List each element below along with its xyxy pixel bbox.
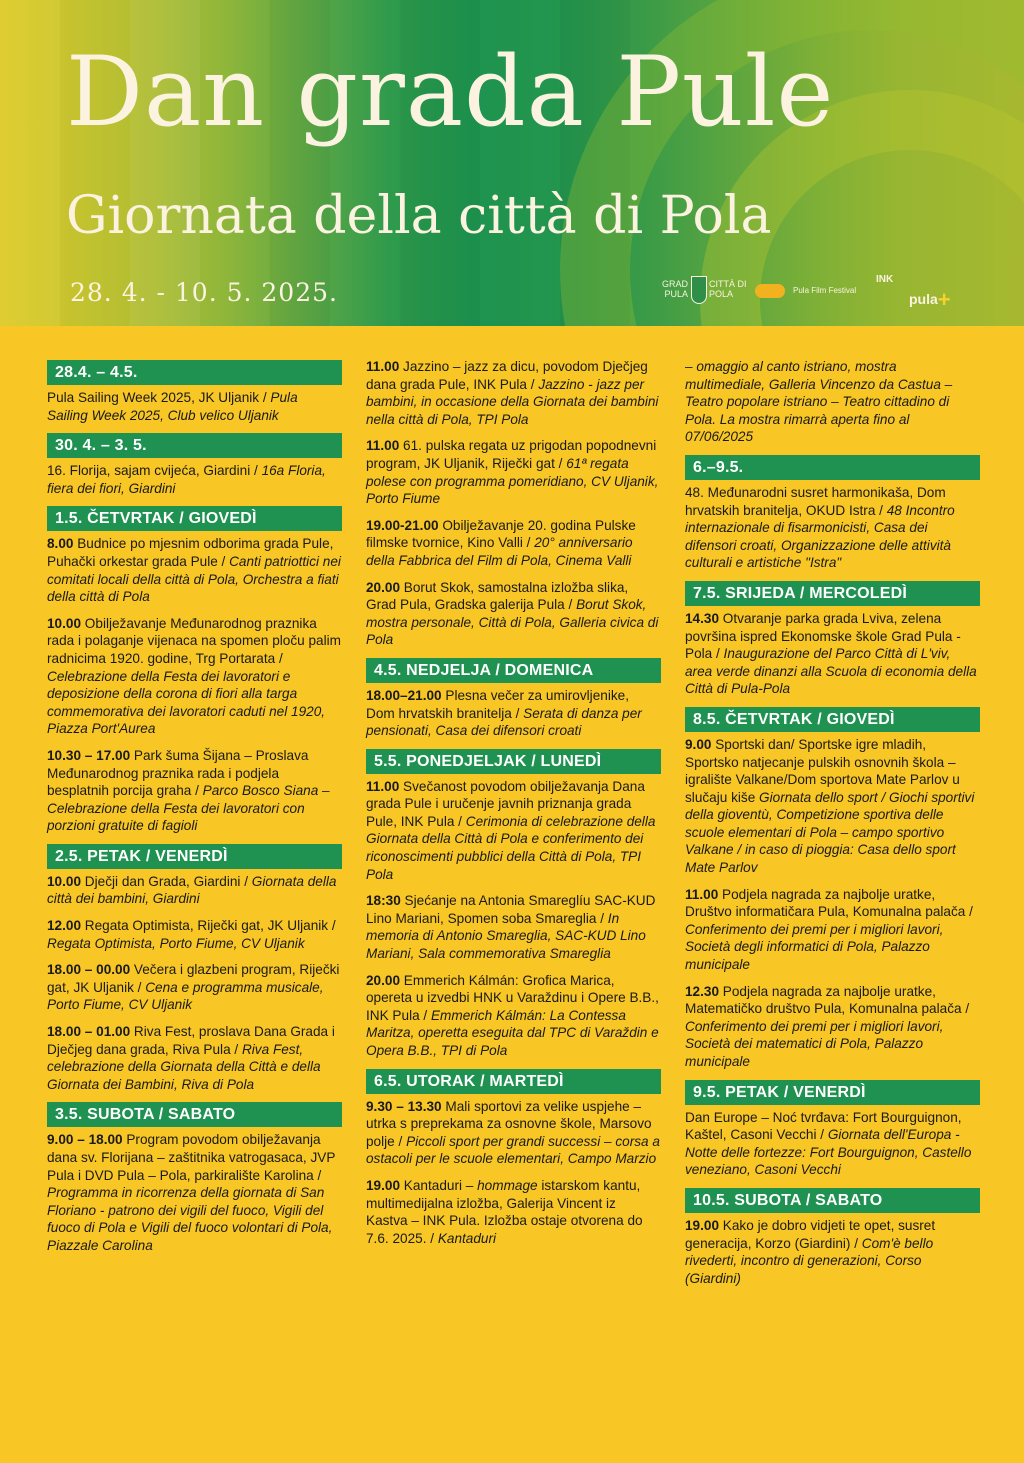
day-header: 5.5. PONEDJELJAK / LUNEDÌ (366, 749, 661, 774)
event-text-hr: Večera i glazbeni program, Riječki gat, JK Uljanik / (47, 962, 340, 995)
event-item (366, 437, 661, 507)
event-text-hr: Svečanost povodom obilježavanja Dana grada Pule i uručenje javnih priznanja grada Pule, INK Pula / (366, 778, 645, 829)
event-time: 18.00 – 01.00 (47, 1024, 131, 1040)
day-header: 6.5. UTORAK / MARTEDÌ (366, 1069, 661, 1094)
event-text-it: Piccoli sport per grandi successi – corsa a ostacoli per le scuole elementari, Campo Marzio (366, 1133, 660, 1167)
plus-icon: + (937, 287, 951, 312)
day-header: 2.5. PETAK / VENERDÌ (47, 844, 342, 869)
event-item (47, 747, 342, 835)
event-item (47, 462, 342, 497)
event-text-hr: Kako je dobro vidjeti te opet, susret generacija, Korzo (Giardini) / (685, 1217, 936, 1251)
event-item (366, 1177, 661, 1247)
event-item (366, 892, 661, 962)
event-text-it: Jazzino - jazz per bambini, in occasione della Giornata dei bambini nella città di Pola, TPI Pola (366, 376, 659, 427)
city-logo-name-it: POLA (709, 289, 734, 299)
event-item (366, 778, 661, 884)
event-text-it: Celebrazione della Festa dei lavoratori e deposizione della corona di fiori alla targa commemorativa dei lavoratori caduti nel 1920, Piazza Port'Aurea (47, 668, 326, 737)
event-text-it: Inaugurazione del Parco Città di L'viv, area verde dinanzi alla Scuola di economia della Città di Pula-Pola (685, 646, 977, 697)
event-text-it: Com'è bello rivederti, incontro di generazioni, Corso (Giardini) (685, 1235, 934, 1286)
day-header: 6.–9.5. (685, 455, 980, 480)
event-text-hr: 48. Međunarodni susret harmonikaša, Dom hrvatskih branitelja, OKUD Istra / (685, 484, 946, 518)
event-text-it: Emmerich Kálmán: La Contessa Maritza, operetta eseguita dal TPC di Varaždin e Opera B.B., TPI di Pola (366, 1007, 659, 1058)
event-item (366, 358, 661, 428)
day-header: 1.5. ČETVRTAK / GIOVEDÌ (47, 506, 342, 531)
event-text-hr: Borut Skok, samostalna izložba slika, Grad Pula, Gradska galerija Pula / (366, 579, 629, 613)
event-time: 10.00 (47, 873, 82, 889)
event-text-it: Regata Optimista, Porto Fiume, CV Uljanik (47, 935, 305, 951)
event-time: 10.00 (47, 615, 82, 631)
page-title: Dan grada Pule (66, 36, 835, 148)
event-item (685, 358, 980, 446)
pula-film-festival-logo (755, 282, 875, 302)
event-time: 9.00 (685, 736, 712, 752)
event-time: 20.00 (366, 579, 401, 595)
city-coat-of-arms-icon (691, 276, 707, 304)
event-text-hr: Mali sportovi za velike uspjehe – utrka s preprekama za osnovne škole, Marsovo polje / (366, 1098, 652, 1149)
event-item (685, 983, 980, 1071)
pula-plus-logo (909, 284, 951, 310)
event-text-hr: 61. pulska regata uz prigodan popodnevni program, JK Uljanik, Riječki gat / (366, 438, 657, 471)
event-text-hr: Plesna večer za umirovljenike, Dom hrvatskih branitelja / (366, 687, 629, 721)
event-text-it: Riva Fest, celebrazione della Giornata della Città e della Giornata dei Bambini, Riva di Pola (47, 1041, 321, 1092)
event-text-hr: Dan Europe – Noć tvrđava: Fort Bourguignon, Kaštel, Casoni Vecchi / (685, 1109, 962, 1143)
event-item (366, 1098, 661, 1168)
event-text-it: Canti patriottici nei comitati locali della città di Pola, Orchestra a fiati della città di Pola (47, 553, 341, 605)
event-item (47, 917, 342, 952)
event-item (47, 535, 342, 605)
event-text-it: 20° anniversario della Fabbrica del Film di Pola, Cinema Valli (366, 535, 633, 568)
event-text-it: 48 Incontro internazionale di fisarmonicisti, Casa dei difensori croati, Organizzazione delle attività culturali e artistiche "Istra" (685, 502, 955, 571)
event-item (47, 873, 342, 908)
event-text-hr: Obilježavanje Međunarodnog praznika rada i polaganje vijenaca na spomen ploču palim radnicima 1920. godine, Trg Portarata / (47, 615, 341, 666)
day-header: 4.5. NEDJELJA / DOMENICA (366, 658, 661, 683)
event-item (685, 736, 980, 877)
event-text-hr: Podjela nagrada za najbolje uratke, Društvo informatičara Pula, Komunalna palača / (685, 886, 973, 920)
day-header: 7.5. SRIJEDA / MERCOLEDÌ (685, 581, 980, 606)
event-text-hr: Pula Sailing Week 2025, JK Uljanik / (47, 390, 271, 405)
event-time: 10.30 – 17.00 (47, 747, 131, 763)
event-text-hr: Obilježavanje 20. godina Pulske filmske tvornice, Kino Valli / (366, 517, 636, 551)
event-item (47, 389, 342, 424)
event-text-hr: istarskom kantu, multimedijalna izložba, Galerija Vincent iz Kastva – INK Pula. Izložba ostaje otvorena do 7.6. 2025. / (366, 1177, 643, 1246)
event-item (47, 1023, 342, 1093)
event-text-hr: Kantaduri – (400, 1177, 478, 1193)
event-item (47, 961, 342, 1014)
day-header: 9.5. PETAK / VENERDÌ (685, 1080, 980, 1105)
city-of-pula-logo (655, 276, 747, 306)
event-text-hr: Budnice po mjesnim odborima grada Pule, Puhački orkestar grada Pule / (47, 536, 334, 569)
event-text-hr: Sportski dan/ Sportske igre mladih, Sportsko natjecanje pulskih osnovnih škola – igralište Valkane/Dom sportova Mate Parlov u slučaju kiše (685, 736, 960, 805)
event-item (685, 1217, 980, 1287)
event-time: 12.00 (47, 918, 82, 934)
pula-plus-label: pula (909, 291, 938, 307)
event-text-it: Cerimonia di celebrazione della Giornata della Città di Pola e conferimento dei riconoscimenti pubblici della Città di Pola, TPI Pola (366, 813, 656, 882)
event-text-it: Giornata dell'Europa - Notte delle fortezze: Fort Bourguignon, Castello veneziano, Casoni Vecchi (685, 1127, 972, 1178)
ink-logo: INK (876, 274, 894, 285)
event-text-hr: Park šuma Šijana – Proslava Međunarodnog praznika rada i podjela besplatnih porcija graha / (47, 747, 309, 799)
event-text-it: 16a Floria, fiera dei fiori, Giardini (47, 463, 326, 496)
event-item (366, 687, 661, 740)
event-time: 20.00 (366, 972, 401, 988)
event-time: 19.00 (685, 1217, 720, 1233)
program-column-2 (366, 358, 661, 1256)
event-text-it: Pula Sailing Week 2025, Club velico Uljanik (47, 390, 298, 423)
event-item (366, 517, 661, 570)
day-header: 28.4. – 4.5. (47, 360, 342, 385)
event-item (47, 1131, 342, 1254)
event-text-hr: Dječji dan Grada, Giardini / (81, 873, 252, 889)
event-text-it: In memoria di Antonio Smareglia, SAC-KUD Lino Mariani, Sala commemorativa Smareglia (366, 910, 646, 962)
sponsor-logos (655, 272, 975, 312)
event-text-it: Parco Bosco Siana – Celebrazione della Festa dei lavoratori con porzioni gratuite di fagioli (47, 783, 330, 834)
event-text-it: Conferimento dei premi per i migliori lavori, Società dei matematici di Pola, Palazzo municipale (685, 1018, 944, 1069)
day-header: 3.5. SUBOTA / SABATO (47, 1102, 342, 1127)
city-logo-label: GRAD (661, 279, 688, 289)
event-text-it: Cena e programma musicale, Porto Fiume, CV Uljanik (47, 979, 324, 1013)
event-item (685, 484, 980, 572)
event-time: 11.00 (366, 359, 400, 374)
event-item (47, 615, 342, 738)
event-text-it: hommage (477, 1177, 538, 1193)
event-time: 14.30 (685, 610, 720, 626)
event-text-hr: Otvaranje parka grada Lviva, zelena površina ispred Ekonomske škole Grad Pula - Pola / (685, 610, 961, 662)
city-logo-name: PULA (664, 289, 688, 299)
event-text-it: Conferimento dei premi per i migliori lavori, Società degli informatici di Pola, Palazzo municipale (685, 921, 944, 973)
event-time: 11.00 (685, 886, 719, 902)
event-time: 9.00 – 18.00 (47, 1132, 123, 1148)
header-banner (0, 0, 1024, 326)
event-time: 11.00 (366, 438, 400, 454)
day-header: 8.5. ČETVRTAK / GIOVEDÌ (685, 707, 980, 732)
city-logo-label-it: CITTÀ DI (709, 279, 747, 289)
event-text-it: Kantaduri (437, 1230, 497, 1246)
event-item (685, 886, 980, 974)
event-text-hr: Program povodom obilježavanja dana sv. Florijana – zaštitnika vatrogasaca, JVP Pula i DVD Pula – Pola, parkiralište Karolina / (47, 1132, 336, 1183)
event-item (685, 610, 980, 698)
event-time: 19.00 (366, 1177, 401, 1193)
event-item (685, 1109, 980, 1179)
event-text-hr: Sjećanje na Antonia Smareglíu SAC-KUD Lino Mariani, Spomen soba Smareglia / (366, 893, 656, 926)
event-time: 18.00–21.00 (366, 687, 442, 703)
event-time: 18:30 (366, 893, 401, 909)
day-header: 30. 4. – 3. 5. (47, 433, 342, 458)
event-text-it: 61ª regata polese con programma pomeridiano, CV Uljanik, Porto Fiume (366, 455, 659, 507)
event-text-hr: Podjela nagrada za najbolje uratke, Matematičko društvo Pula, Komunalna palača / (685, 983, 970, 1017)
event-text-hr: Regata Optimista, Riječki gat, JK Uljanik / (81, 918, 336, 934)
program-column-1 (47, 360, 342, 1264)
event-time: 11.00 (366, 778, 400, 794)
film-festival-label: Pula Film Festival (793, 286, 857, 295)
page-subtitle: Giornata della città di Pola (66, 186, 772, 246)
event-item (366, 579, 661, 649)
event-text-hr: 16. Florija, sajam cvijeća, Giardini / (47, 463, 262, 479)
event-time: 9.30 – 13.30 (366, 1098, 442, 1114)
event-time: 8.00 (47, 536, 74, 552)
film-festival-icon (755, 284, 785, 298)
day-header: 10.5. SUBOTA / SABATO (685, 1188, 980, 1213)
event-time: 18.00 – 00.00 (47, 962, 131, 978)
event-time: 19.00-21.00 (366, 517, 439, 533)
event-text-hr: Riva Fest, proslava Dana Grada i Dječjeg dana grada, Riva Pula / (47, 1024, 335, 1057)
event-text-it: Serata di danza per pensionati, Casa dei difensori croati (366, 705, 642, 739)
event-text-it: Programma in ricorrenza della giornata di San Floriano - patrono dei vigili del fuoco, Vigili del fuoco di Pola e Vigili del fuoco volontari di Pola, Piazzale Carolina (47, 1185, 333, 1253)
program-column-3 (685, 358, 980, 1296)
event-item (366, 972, 661, 1060)
event-text-it: Borut Skok, mostra personale, Città di Pola, Galleria civica di Pola (366, 597, 659, 648)
event-text-it: Giornata dello sport / Giochi sportivi della gioventù, Competizione sportiva delle scuole elementari di Pola – campo sportivo Valkane / in caso di pioggia: Casa dello sport Mate Parlov (685, 789, 975, 876)
event-text-hr: Jazzino – jazz za dicu, povodom Dječjeg dana grada Pule, INK Pula / (366, 359, 648, 392)
event-text-it: Giornata della città dei bambini, Giardini (47, 873, 337, 907)
event-text-hr: Emmerich Kálmán: Grofica Marica, opereta u izvedbi HNK u Varaždinu i Opere B.B., INK Pula / (366, 972, 659, 1023)
event-text-it: – omaggio al canto istriano, mostra multimediale, Galleria Vincenzo da Castua –Teatro popolare istriano – Teatro cittadino di Pola. La mostra rimarrà aperta fino al 07/06/2025 (685, 359, 953, 445)
festival-dates: 28. 4. - 10. 5. 2025. (70, 278, 338, 307)
event-time: 12.30 (685, 983, 720, 999)
